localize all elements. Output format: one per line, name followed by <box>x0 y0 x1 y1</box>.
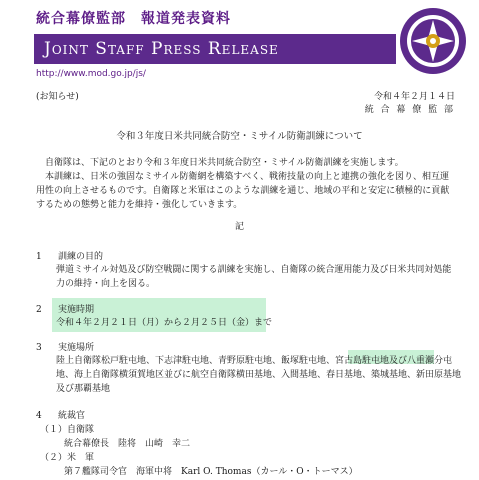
document-title: 令和３年度日米共同統合防空・ミサイル防衛訓練について <box>116 131 363 142</box>
intro-text-1: 自衛隊は、下記のとおり令和３年度日米共同統合防空・ミサイル防衛訓練を実施します。 <box>45 158 404 168</box>
section-title: 統裁官 <box>58 411 86 421</box>
website-link[interactable]: http://www.mod.go.jp/js/ <box>36 69 146 79</box>
notice-label: (お知らせ) <box>36 92 79 102</box>
section-number: 4 <box>36 411 42 421</box>
section-1-body: 弾道ミサイル対処及び防空戦闘に関する訓練を実施し、自衛隊の統合運用能力及び日米共同対処能力の維持・向上を図る。 <box>56 265 452 289</box>
section-title: 実施時期 <box>58 305 95 315</box>
press-release-banner <box>34 34 396 64</box>
intro-paragraph-2 <box>36 170 456 212</box>
section-2-heading <box>36 302 94 315</box>
issuer: 統 合 幕 僚 監 部 <box>364 105 455 115</box>
intro-paragraph-1 <box>36 156 456 170</box>
section-2-body: 令和４年２月２１日（月）から２月２５日（金）まで <box>56 318 273 328</box>
intro-text-2: 本訓練は、日米の強固なミサイル防衛網を構築すべく、戦術技量の向上と連携の強化を図り、相互運用性の向上させるものです。自衛隊と米軍はこのような訓練を通じ、地域の平和と安定に積極的に貢献するための態勢と能力を維持・強化していきます。 <box>36 172 450 210</box>
officer-jsdf-detail: 統合幕僚長 陸将 山崎 幸二 <box>64 439 191 449</box>
section-1-heading <box>36 249 103 262</box>
officer-us-detail: 第７艦隊司令官 海軍中将 Karl O. Thomas（カール・O・トーマス） <box>64 467 358 477</box>
ki-marker: 記 <box>234 222 244 232</box>
office-heading: 統合幕僚監部 報道発表資料 <box>36 11 231 27</box>
section-title: 訓練の目的 <box>58 252 104 262</box>
section-3-heading <box>36 340 94 353</box>
release-date: 令和４年２月１４日 <box>373 92 455 102</box>
banner-title: Joint Staff Press Release <box>44 39 279 59</box>
section-number: 2 <box>36 305 42 315</box>
officer-us-label: （２）米 軍 <box>40 453 95 463</box>
section-4-heading <box>36 408 85 421</box>
section-title: 実施場所 <box>58 343 95 353</box>
section-number: 1 <box>36 252 42 262</box>
officer-jsdf-label: （１）自衛隊 <box>40 425 95 435</box>
section-3-body: 陸上自衛隊松戸駐屯地、下志津駐屯地、青野原駐屯地、飯塚駐屯地、宮古島駐屯地及び八重瀬分屯地、海上自衛隊横須賀地区並びに航空自衛隊横田基地、入間基地、春日基地、築城基地、新田原基地及び那覇基地 <box>56 356 462 394</box>
section-number: 3 <box>36 343 42 353</box>
joint-staff-emblem-icon <box>398 6 468 76</box>
